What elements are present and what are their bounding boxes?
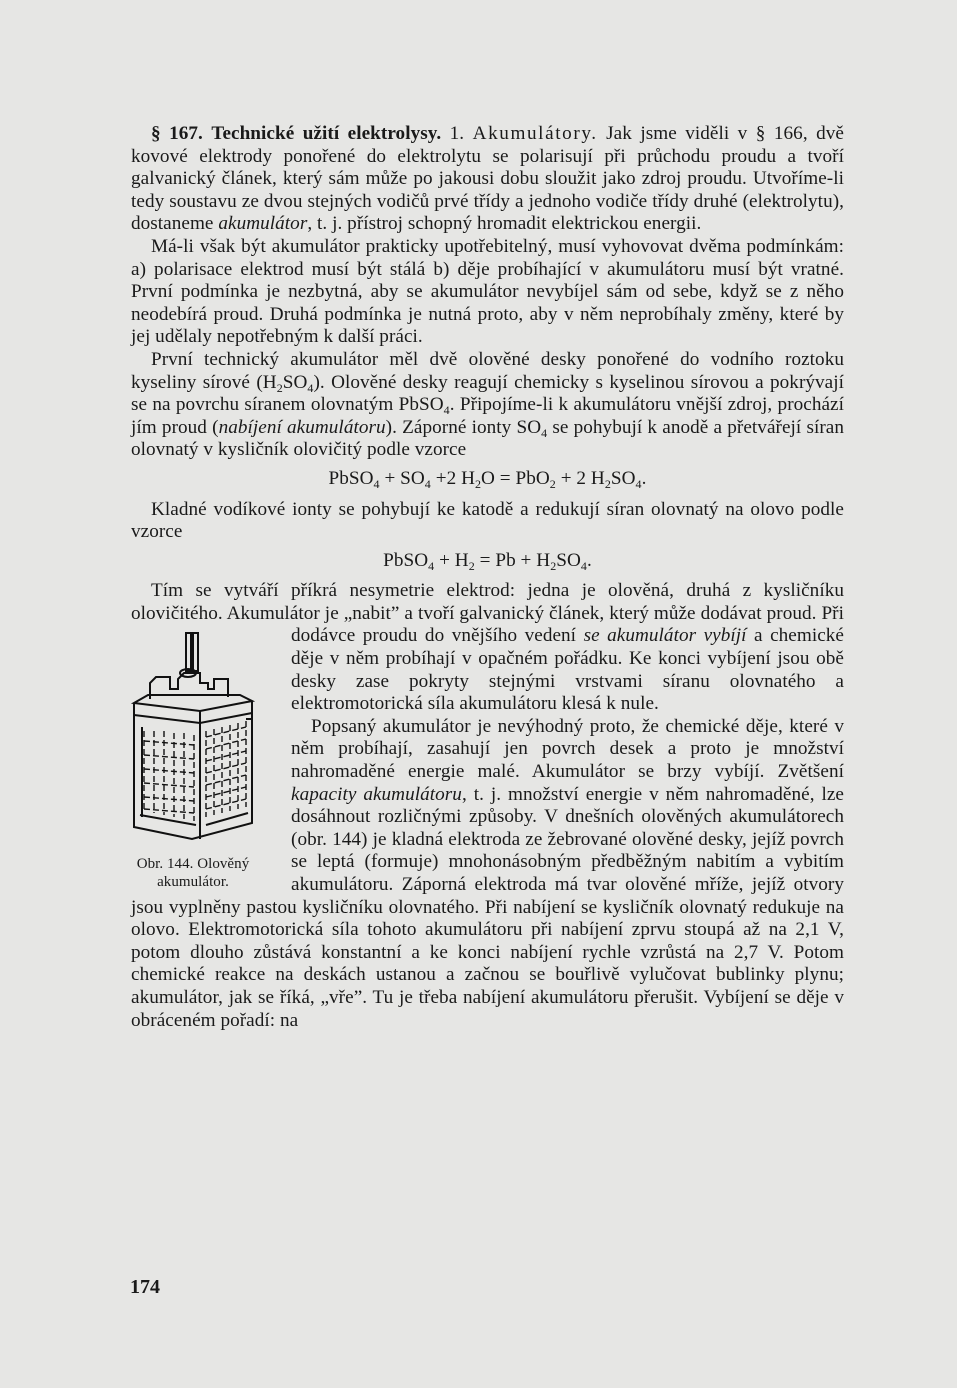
formula-term: = Pb + H (474, 549, 551, 571)
figure-caption: Obr. 144. Olověný akumulátor. (136, 856, 250, 891)
formula-term: + H (434, 549, 469, 571)
term-akumulator: akumulátor (218, 213, 308, 235)
formula-term: . (586, 549, 592, 571)
paragraph-4: Kladné vodíkové ionty se pohybují ke katodě a redukují síran olovnatý na olovo podle vzorce (131, 498, 844, 543)
formula-1 (131, 468, 844, 491)
formula-subscript: 2 (550, 558, 557, 573)
section-number: § 167. (151, 123, 203, 144)
formula-term: . (641, 467, 647, 489)
formula-term: +2 H (430, 467, 475, 489)
formula-subscript: 4 (580, 558, 587, 573)
term-nabijeni: nabíjení akumulátoru (218, 416, 386, 438)
formula-subscript: 4 (424, 476, 431, 491)
formula-term: + SO (379, 467, 425, 489)
formula-term: SO (556, 549, 581, 571)
formula-subscript: 2 (549, 476, 556, 491)
formula-term: PbSO (383, 549, 429, 571)
figure-144 (113, 627, 273, 891)
formula-subscript: 2 (604, 476, 611, 491)
formula-subscript: 4 (635, 476, 642, 491)
subheading-number: 1. (449, 123, 465, 144)
term-vybiji: se akumulátor vybíjí (583, 625, 747, 647)
paragraph-1: § 167. Technické užití elektrolysy. 1. Akumulátory. Jak jsme viděli v § 166, dvě kovové elektrody ponořené do elektrolytu se polarisují při průchodu proudu a tvoří galvanický článek, který sám může po jakousi dobu sloužit jako zdroj proudu. Utvoříme-li tedy soustavu ze dvou stejných vodičů prvé třídy a jednoho vodiče třídy druhé (elektrolytu), dostaneme akumulátor, t. j. přístroj schopný hromadit elektrickou energii. (131, 123, 844, 235)
term-kapacity: kapacity akumulátoru (291, 783, 462, 805)
formula-term: SO (610, 467, 636, 489)
paragraph-6: Popsaný akumulátor je nevýhodný proto, že chemické děje, které v něm probíhají, zasahují jen povrch desek a proto je množství nahromaděné energie malé. Akumulátor se brzy vybíjí. Zvětšení kapacity akumulátoru, t. j. množství energie v něm nahromaděné, lze dosáhnout rozličnými způsoby. V dnešních olověných akumulátorech (obr. 144) je kladná elektroda ze žebrované olověné desky, jejíž povrch se leptá (formuje) mnohonásobným předběžným nabitím a vybitím akumulátoru. Záporná elektroda má tvar olověné mříže, jejíž otvory jsou vyplněny pastou kysličníku olovnatého. Při nabíjení se kysličník olovnatý redukuje na olovo. Elektromotorická síla tohoto akumulátoru při nabíjení zprvu stoupá až na 2,1 V, potom dlouho zůstává konstantní a ke konci nabíjení rychle vzrůstá na 2,7 V. Potom chemické reakce na deskách ustanou a začnou se bouřlivě vylučovat bublinky plynu; akumulátor, jak se říká, „vře”. Tu je třeba nabíjení akumulátoru přerušit. Vybíjení se děje v obráceném pořadí: na (131, 715, 844, 1031)
formula-2 (131, 550, 844, 573)
formula-subscript: 4 (428, 558, 435, 573)
formula-term: PbSO (328, 467, 374, 489)
paragraph-3: První technický akumulátor měl dvě olověné desky ponořené do vodního roztoku kyseliny sírové $(H_2SO_4)$. Olověné desky reagují chemicky s kyselinou sírovou a pokrývají se na povrchu síranem olovnatým PbSO$_4$. Připojíme-li k akumulátoru vnější zdroj, prochází jím proud (nabíjení akumulátoru). Záporné ionty $SO_4$ se pohybují k anodě a přetvářejí síran olovnatý v kysličník olovičitý podle vzorce (131, 348, 845, 461)
paragraph-5: Tím se vytváří příkrá nesymetrie elektrod: jedna je olověná, druhá z kysličníku olovičitého. Akumulátor je „nabit” a tvoří galvanický článek, který může dodávat proud. Při dodávce proudu do vnějšího vedení se akumulátor vybíjí Obr. 144. Olověný akumulátor. a chemické děje v něm probíhají v opačném pořádku. Ke konci vybíjení jsou obě desky zase pokryty stejnými vrstvami síranu olovnatého a elektromotorická síla akumulátoru klesá k nule. (131, 580, 844, 716)
section-heading: Technické užití elektrolysy. (211, 123, 442, 144)
formula-subscript: 2 (468, 558, 475, 573)
subheading: Akumulátory. (472, 123, 598, 144)
page-body (131, 123, 844, 1032)
formula-subscript: 4 (373, 476, 380, 491)
formula-subscript: 2 (474, 476, 482, 491)
formula-term: O = PbO (481, 467, 550, 489)
paragraph-2: Má-li však být akumulátor prakticky upotřebitelný, musí vyhovovat dvěma podmínkám: a) polarisace elektrod musí být stálá b) děje probíhající v akumulátoru musí být vratné. První podmínka je nezbytná, aby se akumulátor nevybíjel sám od sebe, když se z něho neodebírá proud. Druhá podmínka je nutná proto, aby v něm neprobíhaly změny, které by jej udělaly nepotřebným k další práci. (131, 235, 844, 348)
formula-term: + 2 H (555, 467, 605, 489)
page-number: 174 (130, 1276, 160, 1298)
lead-accumulator-illustration-icon (128, 627, 258, 847)
